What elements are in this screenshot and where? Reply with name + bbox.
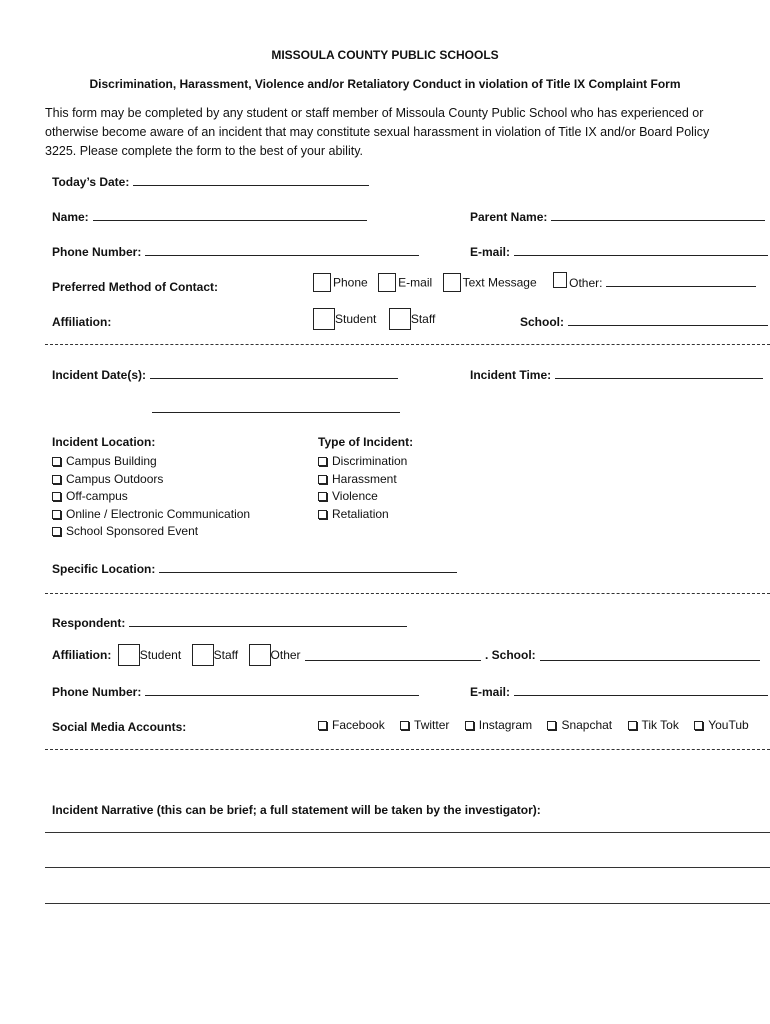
type-option-discrimination[interactable] <box>318 453 413 471</box>
type-option-label: Discrimination <box>332 454 408 468</box>
specific-location-row <box>52 560 457 578</box>
todays-date-label: Today’s Date: <box>52 175 130 189</box>
respondent-option-student[interactable] <box>118 644 181 666</box>
name-label: Name: <box>52 210 89 224</box>
respondent-phone-field[interactable] <box>145 684 419 696</box>
student-checkbox[interactable] <box>313 308 335 330</box>
checkbox-icon[interactable] <box>52 492 61 501</box>
checkbox-icon[interactable] <box>318 492 327 501</box>
incident-location-label: Incident Location: <box>52 435 156 449</box>
staff-option-label: Staff <box>213 648 239 662</box>
phone-row <box>52 243 419 261</box>
other-option-label: Other <box>270 648 301 662</box>
phone-field[interactable] <box>145 244 419 256</box>
incident-time-row <box>470 366 763 384</box>
narrative-label <box>52 801 541 819</box>
todays-date-field[interactable] <box>133 174 369 186</box>
incident-dates-row <box>52 366 398 384</box>
affiliation-label <box>52 313 111 331</box>
parent-name-row <box>470 208 765 226</box>
narrative-text: Incident Narrative (this can be brief; a full statement will be taken by the investigator): <box>52 803 541 817</box>
social-option-label: Instagram <box>478 718 533 732</box>
respondent-row <box>52 614 407 632</box>
social-option-label: Tik Tok <box>641 718 679 732</box>
social-media-options <box>318 718 770 732</box>
other-contact-field[interactable] <box>606 275 756 287</box>
social-option-youtube[interactable] <box>694 718 748 732</box>
name-field[interactable] <box>93 209 367 221</box>
respondent-phone-row <box>52 683 419 701</box>
type-option-violence[interactable] <box>318 488 413 506</box>
location-option-online[interactable] <box>52 506 250 524</box>
form-subtitle: Discrimination, Harassment, Violence and/or Retaliatory Conduct in violation of Title IX Complaint Form <box>89 77 681 91</box>
name-row <box>52 208 367 226</box>
text-message-option-label: Text Message <box>462 275 537 290</box>
location-option-label: School Sponsored Event <box>66 524 199 538</box>
other-affiliation-field[interactable] <box>305 649 481 661</box>
social-option-label: Twitter <box>414 718 450 732</box>
affiliation-option-student[interactable] <box>313 308 376 330</box>
contact-option-text[interactable] <box>443 273 537 292</box>
phone-label: Phone Number: <box>52 245 142 259</box>
narrative-line[interactable] <box>45 903 770 904</box>
student-option-label: Student <box>139 648 182 662</box>
incident-time-field[interactable] <box>555 367 763 379</box>
location-option-off-campus[interactable] <box>52 488 250 506</box>
respondent-email-row <box>470 683 768 701</box>
social-option-label: Facebook <box>332 718 385 732</box>
checkbox-icon[interactable] <box>465 721 474 730</box>
social-option-instagram[interactable] <box>465 718 532 732</box>
checkbox-icon[interactable] <box>318 721 327 730</box>
respondent-label: Respondent: <box>52 616 126 630</box>
checkbox-icon[interactable] <box>400 721 409 730</box>
checkbox-icon[interactable] <box>318 510 327 519</box>
contact-option-email[interactable] <box>378 273 432 292</box>
student-option-label: Student <box>335 312 377 327</box>
checkbox-icon[interactable] <box>628 721 637 730</box>
staff-checkbox[interactable] <box>389 308 411 330</box>
affiliation-text: Affiliation: <box>52 315 112 329</box>
type-option-retaliation[interactable] <box>318 506 413 524</box>
student-checkbox[interactable] <box>118 644 140 666</box>
section-divider <box>45 749 770 750</box>
parent-name-label: Parent Name: <box>470 210 548 224</box>
text-message-checkbox[interactable] <box>443 273 461 292</box>
email-label: E-mail: <box>470 245 511 259</box>
location-option-building[interactable] <box>52 453 250 471</box>
location-option-event[interactable] <box>52 523 250 541</box>
checkbox-icon[interactable] <box>318 457 327 466</box>
email-option-label: E-mail <box>398 275 433 290</box>
type-option-label: Harassment <box>332 471 397 486</box>
checkbox-icon[interactable] <box>52 527 61 536</box>
section-divider <box>45 344 770 345</box>
staff-checkbox[interactable] <box>192 644 214 666</box>
staff-option-label: Staff <box>410 312 436 327</box>
narrative-line[interactable] <box>45 867 770 868</box>
type-option-harassment[interactable] <box>318 471 413 489</box>
social-media-label <box>52 718 186 736</box>
checkbox-icon[interactable] <box>52 475 61 484</box>
incident-dates-field[interactable] <box>150 367 398 379</box>
other-option-label: Other: <box>569 275 603 290</box>
incident-dates-extra-field[interactable] <box>152 401 400 413</box>
section-divider <box>45 593 770 594</box>
school-field[interactable] <box>568 314 768 326</box>
checkbox-icon[interactable] <box>52 510 61 519</box>
type-option-label: Violence <box>332 489 378 503</box>
todays-date-row <box>52 173 369 191</box>
school-row <box>520 313 768 331</box>
respondent-affiliation-row <box>52 644 760 666</box>
location-option-label: Campus Building <box>66 454 157 468</box>
checkbox-icon[interactable] <box>547 721 556 730</box>
phone-checkbox[interactable] <box>313 273 331 292</box>
respondent-email-field[interactable] <box>514 684 768 696</box>
incident-time-label: Incident Time: <box>470 368 552 382</box>
email-checkbox[interactable] <box>378 273 396 292</box>
location-option-label: Off-campus <box>66 489 128 503</box>
incident-type-group <box>318 435 413 523</box>
respondent-field[interactable] <box>129 615 407 627</box>
social-option-snapchat[interactable] <box>547 718 612 732</box>
narrative-line[interactable] <box>45 832 770 833</box>
affiliation-option-staff[interactable] <box>389 308 435 330</box>
respondent-option-staff[interactable] <box>192 644 238 666</box>
incident-location-group <box>52 435 250 541</box>
location-option-label: Campus Outdoors <box>66 471 164 486</box>
social-media-text: Social Media Accounts: <box>52 720 187 734</box>
parent-name-field[interactable] <box>551 209 765 221</box>
specific-location-label: Specific Location: <box>52 562 156 576</box>
checkbox-icon[interactable] <box>694 721 703 730</box>
respondent-school-field[interactable] <box>540 649 760 661</box>
respondent-option-other[interactable] <box>249 644 481 666</box>
respondent-email-label: E-mail: <box>470 685 511 699</box>
social-option-tiktok[interactable] <box>628 718 679 732</box>
checkbox-icon[interactable] <box>52 457 61 466</box>
contact-option-phone[interactable] <box>313 273 368 292</box>
social-option-facebook[interactable] <box>318 718 385 732</box>
preferred-contact-label <box>52 278 218 296</box>
other-checkbox[interactable] <box>249 644 271 666</box>
respondent-phone-label: Phone Number: <box>52 685 142 699</box>
incident-dates-label: Incident Date(s): <box>52 368 147 382</box>
contact-options <box>313 273 756 292</box>
specific-location-field[interactable] <box>159 561 457 573</box>
other-checkbox[interactable] <box>553 272 567 288</box>
contact-option-other[interactable] <box>553 274 756 292</box>
social-option-label: YouTub <box>708 718 749 732</box>
location-option-label: Online / Electronic Communication <box>66 506 251 521</box>
social-option-twitter[interactable] <box>400 718 449 732</box>
location-option-outdoors[interactable] <box>52 471 250 489</box>
incident-type-label: Type of Incident: <box>318 435 414 449</box>
preferred-contact-text: Preferred Method of Contact: <box>52 280 219 294</box>
form-title: MISSOULA COUNTY PUBLIC SCHOOLS <box>271 48 499 62</box>
social-option-label: Snapchat <box>561 718 613 732</box>
email-row <box>470 243 768 261</box>
email-field[interactable] <box>514 244 768 256</box>
respondent-school-label: . School: <box>485 648 536 662</box>
form-intro: This form may be completed by any student or staff member of Missoula County Public School who has experienced or otherwise become aware of an incident that may constitute sexual harassment in violation of Title IX and/or Board Policy 3225. Please complete the form to the best of your ability. <box>45 106 710 158</box>
respondent-affiliation-label: Affiliation: <box>52 648 112 662</box>
phone-option-label: Phone <box>333 275 368 290</box>
school-label: School: <box>520 315 564 329</box>
affiliation-options <box>313 308 435 330</box>
type-option-label: Retaliation <box>332 506 389 521</box>
checkbox-icon[interactable] <box>318 475 327 484</box>
